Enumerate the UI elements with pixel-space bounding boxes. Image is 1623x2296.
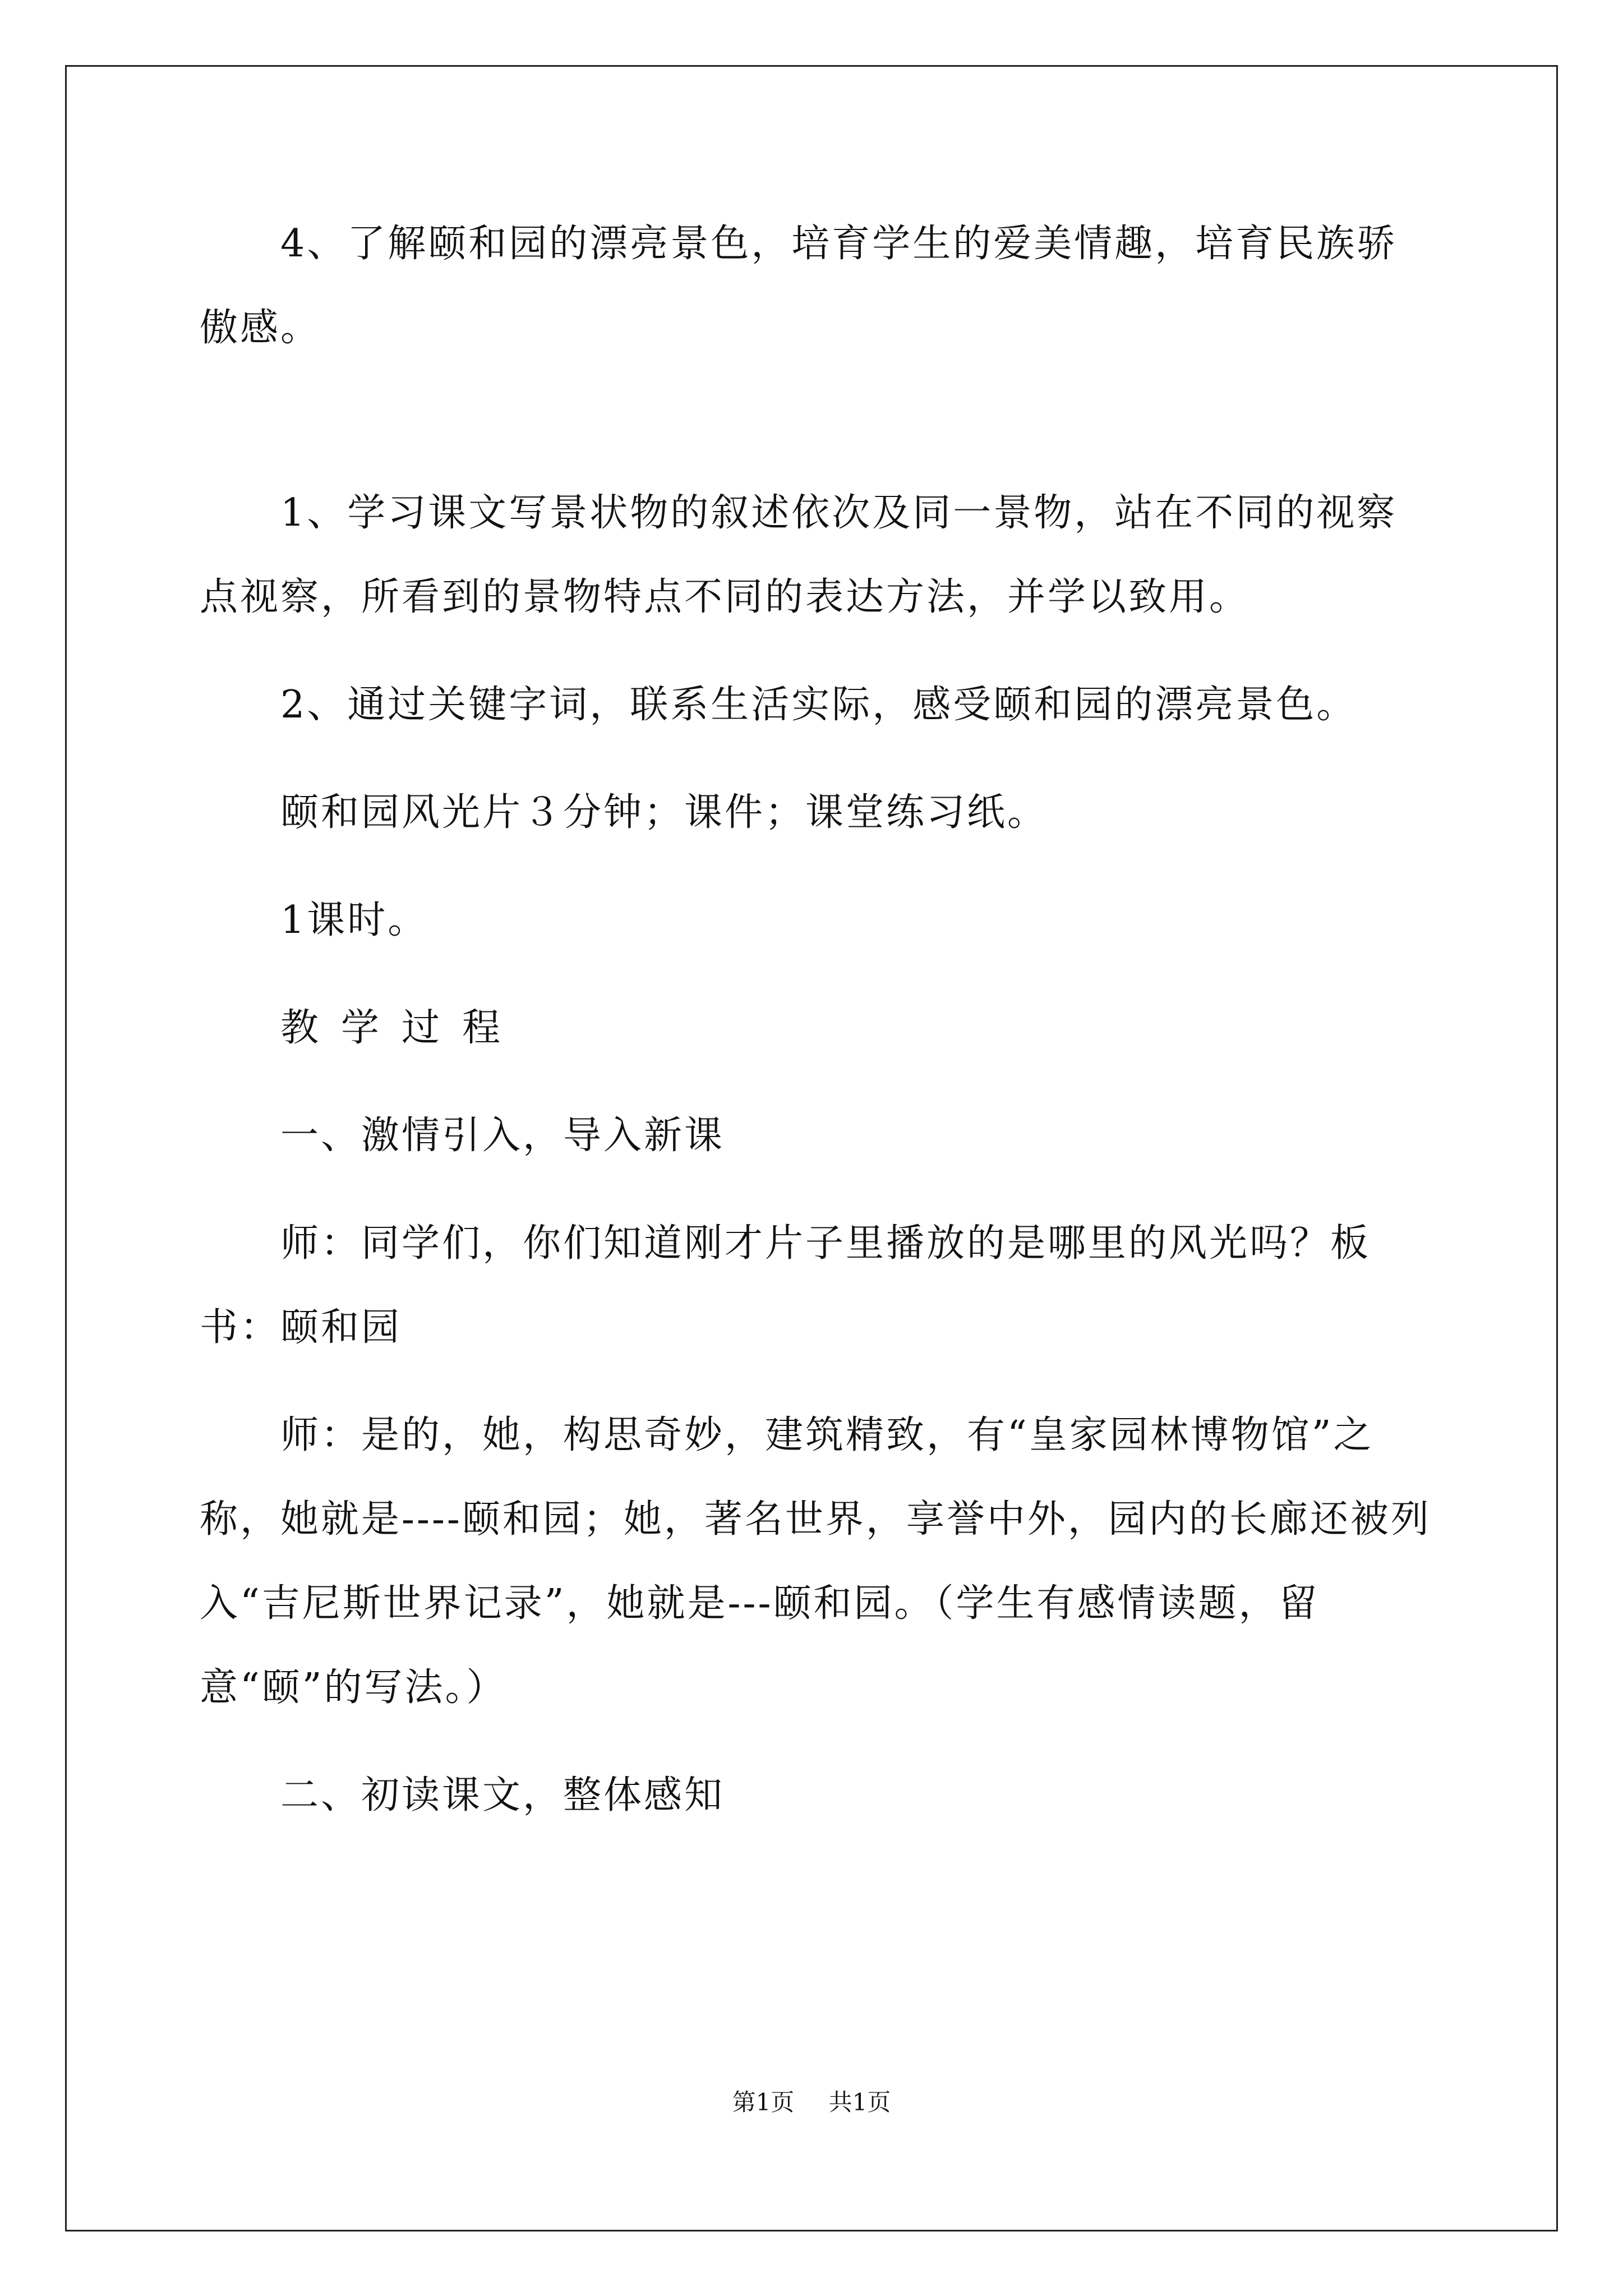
paragraph-duration: 1课时。 [280,898,428,942]
paragraph-objective-4: 4、了解颐和园的漂亮景色，培育学生的爱美情趣，培育民族骄傲感。 [200,222,1398,350]
page-footer [0,2086,1623,2119]
section-heading-first-reading: 二、初读课文，整体感知 [280,1773,725,1818]
paragraph-focus-1: 1、学习课文写景状物的叙述依次及同一景物，站在不同的视察点视察，所看到的景物特点不同的表达方法，并学以致用。 [200,491,1398,619]
section-heading-process: 教学过程 [280,1006,523,1050]
section-heading-intro: 一、激情引入，导入新课 [280,1114,725,1158]
paragraph-materials: 颐和园风光片３分钟；课件；课堂练习纸。 [280,790,1048,835]
page-number: 第1页 [732,2088,795,2116]
document-body [200,202,1433,1861]
paragraph-teacher-description: 师：是的，她，构思奇妙，建筑精致，有“皇家园林博物馆”之称，她就是----颐和园；她，著名世界，享誉中外，园内的长廊还被列入“吉尼斯世界记录”，她就是---颐和园。（学生有感情读题，留意“颐”的写法。） [200,1413,1431,1710]
paragraph-focus-2: 2、通过关键字词，联系生活实际，感受颐和园的漂亮景色。 [280,683,1357,727]
page-total: 共1页 [828,2088,891,2116]
paragraph-teacher-question: 师：同学们，你们知道刚才片子里播放的是哪里的风光吗？板书：颐和园 [200,1221,1371,1350]
